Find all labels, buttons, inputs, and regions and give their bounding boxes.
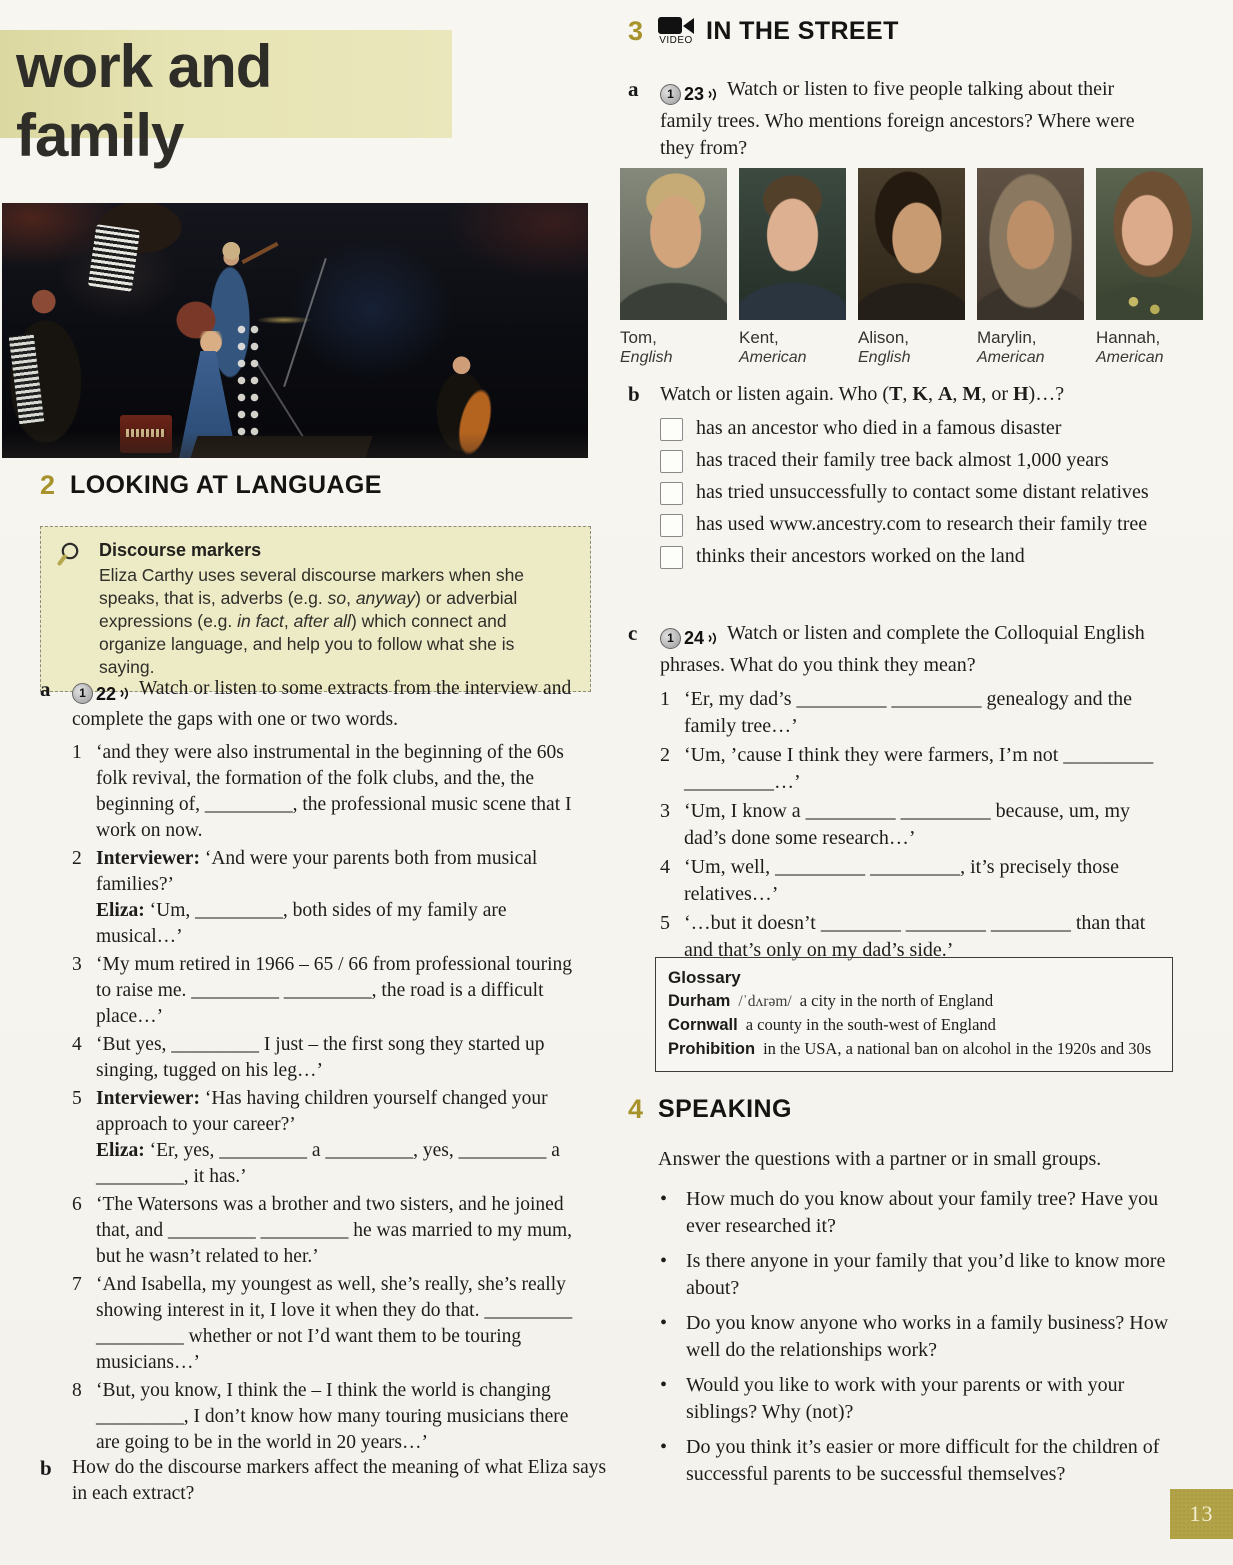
exercise-item: [660, 910, 1155, 964]
exercise-item: [72, 1086, 614, 1190]
person-photo: [977, 168, 1084, 320]
item-number: 8: [72, 1379, 82, 1401]
exercise-item: [660, 686, 1155, 740]
item-text: ‘Er, my dad’s _________ _________ genealogy and the family tree…’: [684, 688, 1133, 737]
speaking-question-list: [660, 1186, 1218, 1496]
section-title: SPEAKING: [658, 1095, 792, 1123]
person-nationality: American: [1096, 349, 1164, 366]
item-number: 7: [72, 1273, 82, 1295]
section-title: IN THE STREET: [706, 17, 899, 45]
person-name: Kent,: [739, 328, 779, 347]
page-number: 13: [1189, 1501, 1214, 1526]
item-number: 2: [72, 847, 82, 869]
item-number: 6: [72, 1193, 82, 1215]
section-number: 3: [628, 16, 644, 46]
item-number: 1: [660, 688, 670, 710]
exercise-item: [72, 952, 614, 1030]
video-label: VIDEO: [659, 35, 693, 46]
item-number: 4: [72, 1033, 82, 1055]
glossary-term: Cornwall: [668, 1016, 738, 1034]
glossary-entry: [668, 1037, 1160, 1061]
gap-fill-list: [72, 740, 614, 1456]
instruction-text: Watch or listen and complete the Colloquial English phrases. What do you think they mean?: [660, 622, 1145, 676]
item-text: ‘Um, I know a _________ _________ because, um, my dad’s done some research…’: [684, 800, 1131, 849]
tip-body: Eliza Carthy uses several discourse markers when she speaks, that is, adverbs (e.g. so, anyway) or adverbial expressions (e.g. in fact, after all) which connect and organize language, and help you to follow what she is saying.: [99, 565, 525, 677]
bullet-dot: •: [660, 1250, 668, 1272]
person-name: Hannah,: [1096, 328, 1161, 347]
item-text: ‘and they were also instrumental in the beginning of the 60s folk revival, the formation of the folk clubs, and the, the beginning of, _________, the professional music scene that I work on now.: [96, 741, 572, 841]
item-text: ‘The Watersons was a brother and two sisters, and he joined that, and _________ _________ he was married to my mum, but he wasn’t related to her.’: [96, 1193, 573, 1267]
person-photo: [739, 168, 846, 320]
person-photo: [858, 168, 965, 320]
photo-accordion-keys-top: [88, 224, 140, 292]
answer-checkbox[interactable]: [660, 418, 683, 441]
person-name: Alison,: [858, 328, 910, 347]
bullet-text: Do you know anyone who works in a family business? How well do the relationships work?: [686, 1312, 1169, 1361]
exercise-item: [660, 854, 1155, 908]
colloquial-phrase-list: [660, 686, 1155, 964]
checkbox-item-text: has traced their family tree back almost 1,000 years: [696, 449, 1109, 471]
item-text: Interviewer: ‘Has having children yourself changed your approach to your career?’ Eliza: ‘Er, yes, _________ a _________, yes, _________ a _________, it has.’: [96, 1087, 560, 1187]
street-interview-person: [1096, 168, 1203, 368]
glossary-entries: [668, 989, 1160, 1061]
exercise-label: a: [628, 77, 639, 101]
glossary-term: Durham: [668, 992, 731, 1010]
street-interview-person: [858, 168, 965, 368]
glossary-entry: [668, 989, 1160, 1013]
concert-photo: [2, 203, 588, 458]
instruction-text: Watch or listen to some extracts from the interview and complete the gaps with one or two words.: [72, 678, 572, 730]
section-number: 4: [628, 1094, 644, 1124]
page-number-tab: [1170, 1489, 1233, 1539]
discourse-markers-box: [40, 526, 591, 692]
sound-waves-icon: [707, 630, 719, 647]
item-text: Interviewer: ‘And were your parents both from musical families?’ Eliza: ‘Um, _________, both sides of my family are musical…’: [96, 847, 538, 947]
exercise-3c: [628, 620, 1155, 966]
checkbox-item: [660, 511, 1228, 538]
speaking-question: [660, 1248, 1218, 1302]
item-number: 1: [72, 741, 82, 763]
item-text: ‘…but it doesn’t ________ ________ ________ than that and that’s only on my dad’s side.’: [684, 912, 1146, 961]
section-4-heading: [628, 1094, 792, 1124]
street-interview-person: [977, 168, 1084, 368]
item-text: ‘Um, well, _________ _________, it’s precisely those relatives…’: [684, 856, 1119, 905]
item-text: ‘My mum retired in 1966 – 65 / 66 from professional touring to raise me. _________ _________, the road is a difficult place…’: [96, 953, 573, 1027]
exercise-instruction: Watch or listen again. Who (T, K, A, M, or H)…?: [660, 383, 1065, 405]
bullet-text: How much do you know about your family tree? Have you ever researched it?: [686, 1188, 1159, 1237]
checkbox-item: [660, 447, 1228, 474]
exercise-item: [72, 740, 614, 844]
person-nationality: English: [620, 349, 673, 366]
street-interview-people: [620, 168, 1230, 368]
item-text: ‘But, you know, I think the – I think the world is changing _________, I don’t know how many touring musicians there are going to be in the world in 20 years…’: [96, 1379, 569, 1453]
item-number: 2: [660, 744, 670, 766]
item-text: ‘Um, ’cause I think they were farmers, I’m not _________ _________…’: [684, 744, 1154, 793]
item-number: 3: [72, 953, 82, 975]
magnifier-icon: [57, 541, 87, 571]
person-name: Marylin,: [977, 328, 1037, 347]
exercise-label: b: [628, 382, 640, 406]
exercise-instruction: [660, 620, 1155, 679]
exercise-item: [72, 1192, 614, 1270]
bullet-text: Would you like to work with your parents or with your siblings? Why (not)?: [686, 1374, 1125, 1423]
speaking-intro: Answer the questions with a partner or in small groups.: [658, 1148, 1102, 1170]
cd-icon: 1: [72, 683, 93, 704]
item-number: 5: [660, 912, 670, 934]
cd-icon: 1: [660, 628, 681, 649]
bullet-dot: •: [660, 1188, 668, 1210]
person-nationality: American: [739, 349, 807, 366]
video-badge: [658, 17, 694, 46]
exercise-instruction: [660, 76, 1165, 162]
checkbox-item: [660, 479, 1228, 506]
street-interview-person: [739, 168, 846, 368]
item-text: ‘And Isabella, my youngest as well, she’s really, she’s really showing interest in it, I love it when they do that. _________ _________ whether or not I’d want them to be touring musicians…’: [96, 1273, 573, 1373]
section-2-heading: [40, 470, 382, 500]
exercise-item: [72, 1378, 614, 1456]
glossary-term: Prohibition: [668, 1040, 756, 1058]
speaking-question: [660, 1310, 1218, 1364]
exercise-2b: [40, 1455, 614, 1514]
person-photo: [1096, 168, 1203, 320]
checkbox-item: [660, 543, 1228, 570]
speaking-question: [660, 1186, 1218, 1240]
answer-checkbox[interactable]: [660, 514, 683, 537]
answer-checkbox[interactable]: [660, 546, 683, 569]
glossary-definition: a city in the north of England: [799, 991, 994, 1010]
page-title: work and family: [16, 33, 272, 169]
item-number: 4: [660, 856, 670, 878]
bullet-text: Do you think it’s easier or more difficult for the children of successful parents to be successful themselves?: [686, 1436, 1160, 1485]
exercise-label: a: [40, 677, 51, 701]
checkbox-item-text: has used www.ancestry.com to research their family tree: [696, 513, 1148, 535]
exercise-2a: [40, 676, 614, 1458]
exercise-3b: [628, 381, 1228, 575]
audio-track-icon[interactable]: 1 24: [660, 625, 719, 652]
item-number: 5: [72, 1087, 82, 1109]
checkbox-list: [660, 415, 1228, 570]
exercise-3a: [628, 76, 1165, 169]
person-nationality: English: [858, 349, 911, 366]
glossary-title: Glossary: [668, 968, 741, 987]
checkbox-item: [660, 415, 1228, 442]
exercise-item: [72, 1032, 614, 1084]
glossary-entry: [668, 1013, 1160, 1037]
bullet-dot: •: [660, 1374, 668, 1396]
exercise-item: [660, 798, 1155, 852]
checkbox-item-text: thinks their ancestors worked on the land: [696, 545, 1025, 567]
instruction-text: Watch or listen to five people talking about their family trees. Who mentions foreign ancestors? Where were they from?: [660, 78, 1135, 159]
unit-title-banner: [0, 30, 452, 169]
tip-title: Discourse markers: [99, 540, 262, 560]
item-text: ‘But yes, _________ I just – the first song they started up singing, tugged on his leg…’: [96, 1033, 545, 1081]
street-interview-person: [620, 168, 727, 368]
speaking-question: [660, 1372, 1218, 1426]
glossary-box: [655, 957, 1173, 1072]
checkbox-item-text: has an ancestor who died in a famous disaster: [696, 417, 1062, 439]
checkbox-item-text: has tried unsuccessfully to contact some distant relatives: [696, 481, 1149, 503]
exercise-item: [72, 1272, 614, 1376]
cd-icon: 1: [660, 84, 681, 105]
glossary-definition: a county in the south-west of England: [745, 1015, 996, 1034]
exercise-item: [660, 742, 1155, 796]
exercise-label: c: [628, 621, 638, 645]
glossary-definition: in the USA, a national ban on alcohol in the 1920s and 30s: [763, 1039, 1152, 1058]
person-name: Tom,: [620, 328, 657, 347]
photo-stage-floor: [2, 432, 588, 458]
exercise-label: b: [40, 1456, 52, 1480]
exercise-item: [72, 846, 614, 950]
sound-waves-icon: [119, 685, 131, 702]
item-number: 3: [660, 800, 670, 822]
glossary-phonetic: /ˈdʌrəm/: [738, 993, 792, 1010]
person-photo: [620, 168, 727, 320]
section-3-heading: [628, 16, 899, 46]
audio-track-icon[interactable]: 1 23: [660, 81, 719, 108]
video-camera-icon: [658, 17, 694, 34]
bullet-dot: •: [660, 1436, 668, 1458]
bullet-dot: •: [660, 1312, 668, 1334]
exercise-instruction: How do the discourse markers affect the meaning of what Eliza says in each extract?: [72, 1457, 607, 1504]
audio-track-icon[interactable]: 1 22: [72, 681, 131, 707]
person-nationality: American: [977, 349, 1045, 366]
answer-checkbox[interactable]: [660, 482, 683, 505]
exercise-instruction: [72, 676, 614, 733]
section-number: 2: [40, 470, 56, 500]
answer-checkbox[interactable]: [660, 450, 683, 473]
section-title: LOOKING AT LANGUAGE: [70, 471, 382, 499]
speaking-question: [660, 1434, 1218, 1488]
sound-waves-icon: [707, 86, 719, 103]
bullet-text: Is there anyone in your family that you’d like to know more about?: [686, 1250, 1166, 1299]
